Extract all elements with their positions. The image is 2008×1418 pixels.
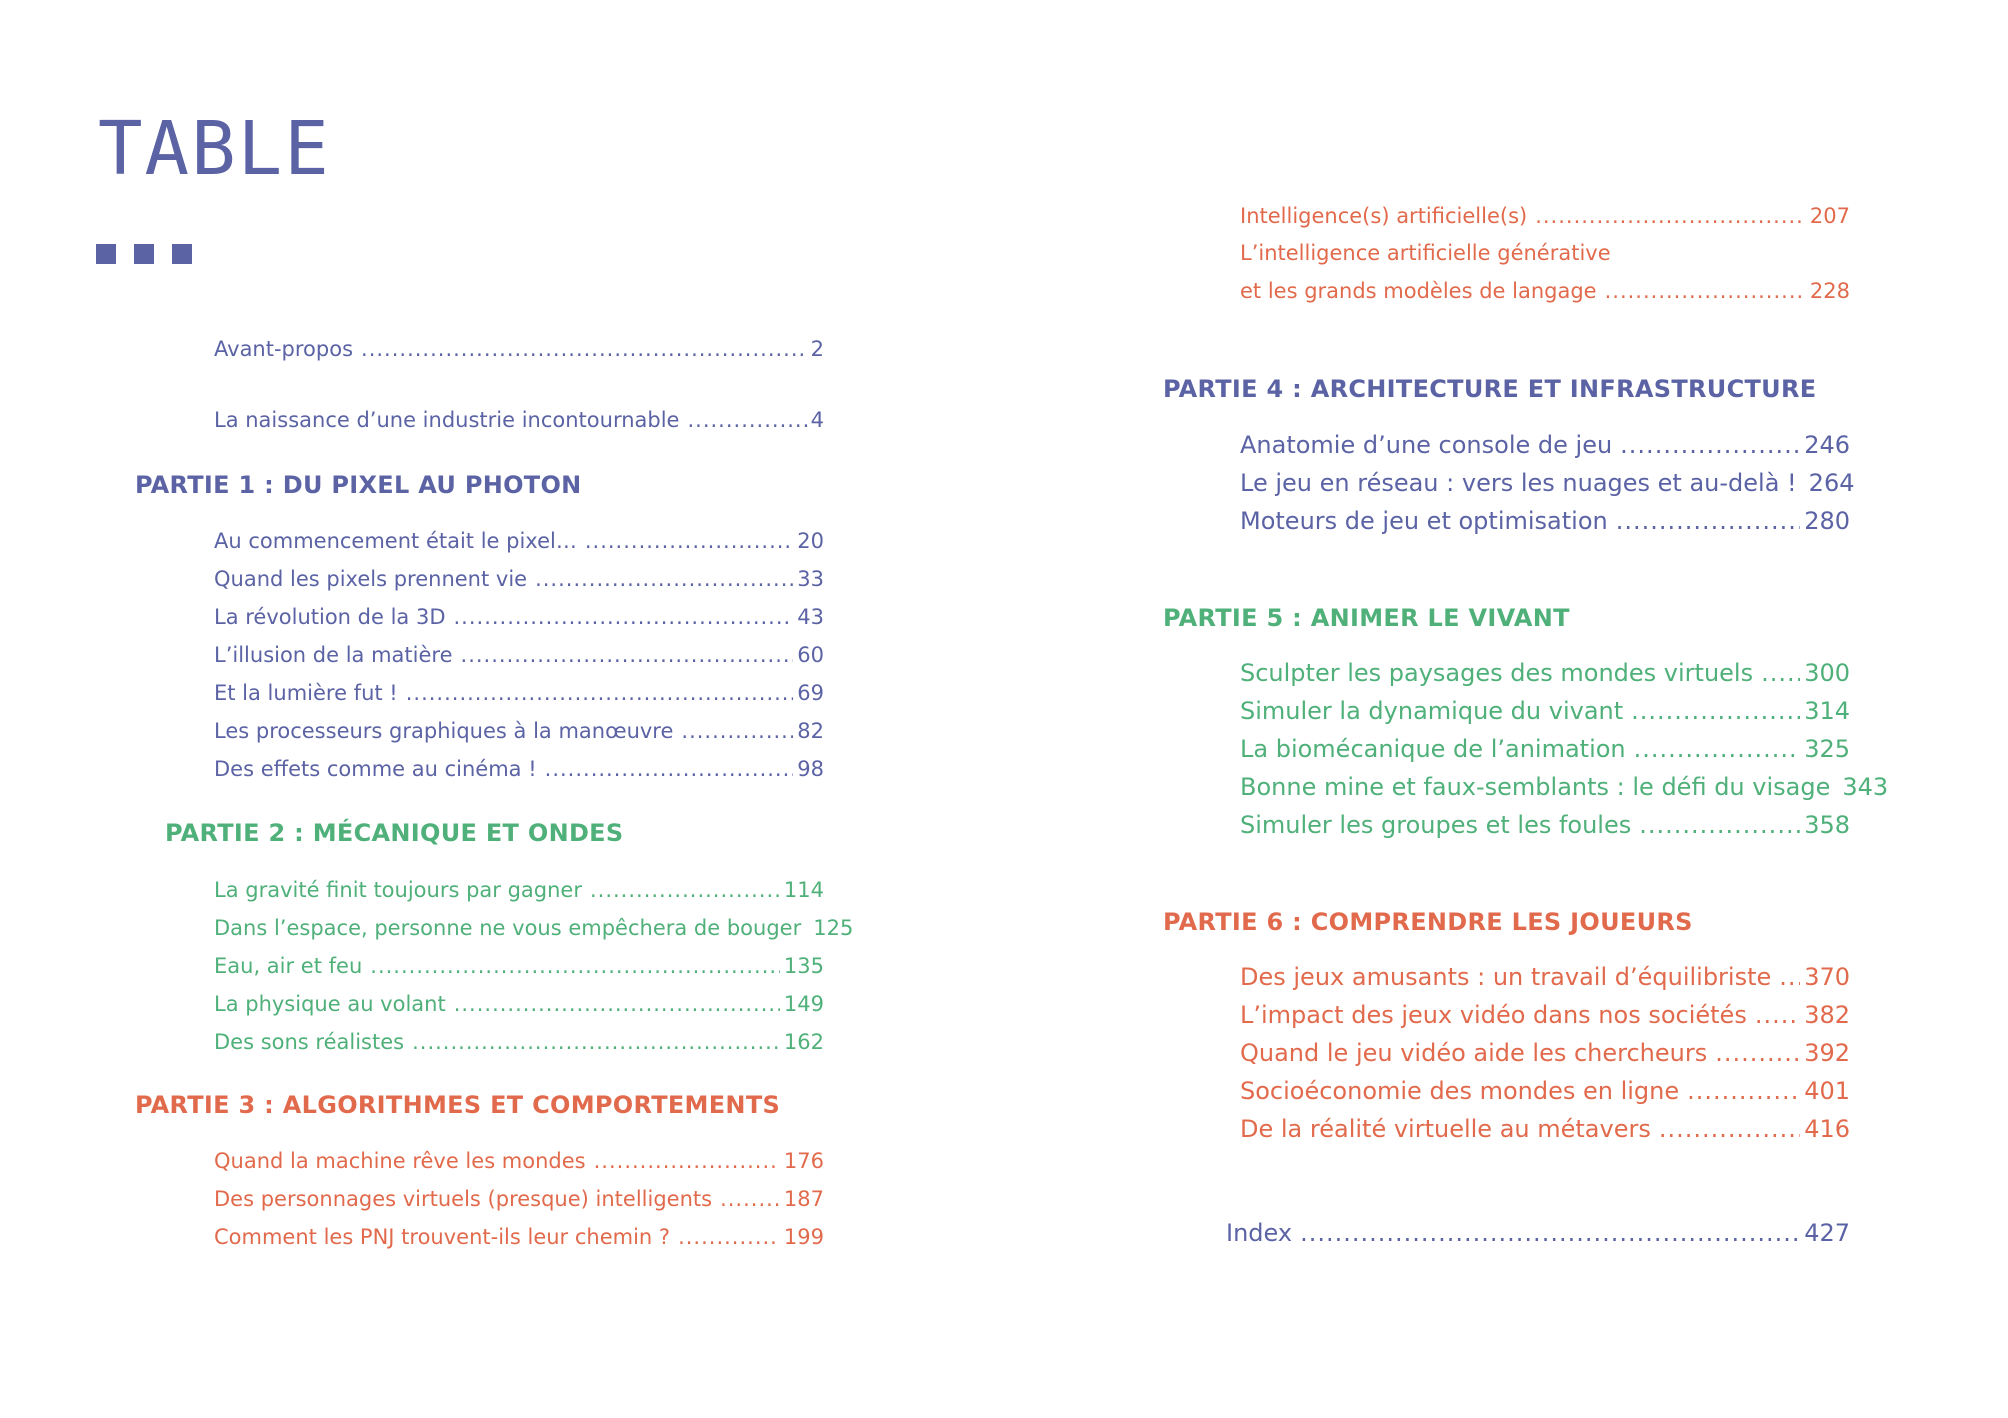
entry-label: et les grands modèles de langage	[1240, 279, 1597, 303]
entry-label: La physique au volant	[214, 992, 446, 1016]
page-number: 20	[797, 529, 824, 553]
page-number: 246	[1804, 431, 1850, 459]
entry-label: Intelligence(s) artificielle(s)	[1240, 204, 1528, 228]
dot-leader	[585, 531, 793, 552]
entry-label: Bonne mine et faux-semblants : le défi du visage	[1240, 773, 1831, 801]
page-number: 382	[1804, 1001, 1850, 1029]
entry-label: Quand les pixels prennent vie	[214, 567, 528, 591]
page-number: 280	[1804, 507, 1850, 535]
dot-leader	[370, 956, 780, 977]
toc-entry[interactable]	[1240, 469, 1855, 497]
toc-entry[interactable]	[214, 607, 824, 628]
toc-entry[interactable]	[1240, 1003, 1850, 1027]
page-number: 162	[783, 1030, 824, 1054]
page-number: 264	[1808, 469, 1855, 497]
toc-entry[interactable]	[214, 410, 824, 431]
page-number: 343	[1842, 773, 1889, 801]
entry-label: Simuler la dynamique du vivant	[1240, 697, 1624, 725]
toc-entry[interactable]	[1240, 281, 1850, 302]
page-number: 358	[1804, 811, 1850, 839]
part-heading: PARTIE 3 : ALGORITHMES ET COMPORTEMENTS	[135, 1091, 781, 1119]
dot-leader	[590, 880, 780, 901]
toc-entry[interactable]	[214, 339, 824, 360]
page-number: 60	[797, 643, 824, 667]
square-icon	[96, 244, 116, 264]
toc-entry-index[interactable]	[1226, 1221, 1850, 1245]
part-heading: PARTIE 6 : COMPRENDRE LES JOUEURS	[1163, 908, 1693, 936]
page-number: 314	[1804, 697, 1850, 725]
decorative-squares	[96, 244, 192, 264]
page-number: 207	[1809, 204, 1850, 228]
entry-label: La biomécanique de l’animation	[1240, 735, 1626, 763]
page-number: 33	[797, 567, 824, 591]
toc-entry[interactable]	[214, 1189, 824, 1210]
entry-label: Sculpter les paysages des mondes virtuels	[1240, 659, 1754, 687]
dot-leader	[545, 759, 794, 780]
dot-leader	[1535, 206, 1806, 227]
entry-label: Des sons réalistes	[214, 1030, 405, 1054]
dot-leader	[1779, 965, 1800, 989]
entry-label: De la réalité virtuelle au métavers	[1240, 1115, 1651, 1143]
toc-entry[interactable]	[1240, 1079, 1850, 1103]
toc-entry[interactable]	[214, 1151, 824, 1172]
entry-label: Les processeurs graphiques à la manœuvre	[214, 719, 674, 743]
entry-label: La révolution de la 3D	[214, 605, 446, 629]
entry-label: Dans l’espace, personne ne vous empêchera de bouger	[214, 916, 802, 940]
square-icon	[172, 244, 192, 264]
toc-entry[interactable]	[214, 531, 824, 552]
toc-entry[interactable]	[214, 1227, 824, 1248]
toc-entry[interactable]	[1240, 965, 1850, 989]
toc-entry[interactable]	[1240, 773, 1889, 801]
dot-leader	[1300, 1221, 1800, 1245]
dot-leader	[1605, 281, 1806, 302]
toc-entry[interactable]	[214, 759, 824, 780]
entry-label: Des personnages virtuels (presque) intelligents	[214, 1187, 713, 1211]
toc-entry[interactable]	[214, 880, 824, 901]
dot-leader	[1659, 1117, 1800, 1141]
dot-leader	[454, 994, 780, 1015]
entry-label: Au commencement était le pixel…	[214, 529, 577, 553]
toc-entry[interactable]	[1240, 737, 1850, 761]
dot-leader	[535, 569, 793, 590]
toc-entry[interactable]	[1240, 699, 1850, 723]
toc-entry[interactable]	[1240, 1117, 1850, 1141]
page-number: 43	[797, 605, 824, 629]
entry-label: Comment les PNJ trouvent-ils leur chemin ?	[214, 1225, 671, 1249]
page-title: TABLE	[98, 106, 331, 192]
dot-leader	[361, 339, 807, 360]
entry-label: Moteurs de jeu et optimisation	[1240, 507, 1608, 535]
entry-label: La naissance d’une industrie incontournable	[214, 408, 680, 432]
page-number: 416	[1804, 1115, 1850, 1143]
toc-entry[interactable]	[1240, 1041, 1850, 1065]
part-heading: PARTIE 2 : MÉCANIQUE ET ONDES	[165, 819, 624, 847]
toc-entry-line[interactable]: L’intelligence artificielle générative	[1240, 241, 1611, 265]
toc-entry[interactable]	[214, 916, 854, 940]
entry-label: Des effets comme au cinéma !	[214, 757, 537, 781]
page-number: 300	[1804, 659, 1850, 687]
toc-entry[interactable]	[214, 683, 824, 704]
part-heading: PARTIE 4 : ARCHITECTURE ET INFRASTRUCTURE	[1163, 375, 1817, 403]
dot-leader	[1620, 433, 1800, 457]
dot-leader	[1634, 737, 1801, 761]
entry-label: Index	[1226, 1219, 1293, 1247]
dot-leader	[1639, 813, 1800, 837]
toc-entry[interactable]	[1240, 206, 1850, 227]
page-number: 199	[783, 1225, 824, 1249]
entry-label: La gravité finit toujours par gagner	[214, 878, 582, 902]
entry-label: L’illusion de la matière	[214, 643, 453, 667]
entry-label: L’impact des jeux vidéo dans nos sociétés	[1240, 1001, 1747, 1029]
toc-entry[interactable]	[1240, 661, 1850, 685]
entry-label: Eau, air et feu	[214, 954, 363, 978]
dot-leader	[678, 1227, 780, 1248]
page-number: 69	[797, 681, 824, 705]
dot-leader	[1715, 1041, 1800, 1065]
page-number: 2	[810, 337, 824, 361]
toc-entry[interactable]	[214, 1032, 824, 1053]
dot-leader	[1687, 1079, 1800, 1103]
page-number: 114	[783, 878, 824, 902]
dot-leader	[412, 1032, 780, 1053]
toc-entry[interactable]	[214, 956, 824, 977]
entry-label: Quand le jeu vidéo aide les chercheurs	[1240, 1039, 1708, 1067]
entry-label: Simuler les groupes et les foules	[1240, 811, 1632, 839]
dot-leader	[681, 721, 793, 742]
page-number: 149	[783, 992, 824, 1016]
dot-leader	[1616, 509, 1800, 533]
toc-entry[interactable]	[1240, 433, 1850, 457]
square-icon	[134, 244, 154, 264]
dot-leader	[594, 1151, 780, 1172]
page-number: 401	[1804, 1077, 1850, 1105]
entry-label: Socioéconomie des mondes en ligne	[1240, 1077, 1680, 1105]
toc-entry[interactable]	[214, 994, 824, 1015]
toc-entry[interactable]	[214, 645, 824, 666]
part-heading: PARTIE 5 : ANIMER LE VIVANT	[1163, 604, 1570, 632]
dot-leader	[720, 1189, 780, 1210]
dot-leader	[1761, 661, 1800, 685]
page-number: 176	[783, 1149, 824, 1173]
entry-label: Des jeux amusants : un travail d’équilibriste	[1240, 963, 1772, 991]
entry-label: Le jeu en réseau : vers les nuages et au-delà !	[1240, 469, 1797, 497]
dot-leader	[461, 645, 794, 666]
page-number: 135	[783, 954, 824, 978]
dot-leader	[1755, 1003, 1800, 1027]
dot-leader	[1631, 699, 1800, 723]
toc-entry[interactable]	[214, 569, 824, 590]
page-number: 98	[797, 757, 824, 781]
page-number: 427	[1804, 1219, 1850, 1247]
part-heading: PARTIE 1 : DU PIXEL AU PHOTON	[135, 471, 582, 499]
entry-label: Quand la machine rêve les mondes	[214, 1149, 586, 1173]
dot-leader	[454, 607, 794, 628]
page-number: 187	[783, 1187, 824, 1211]
page-number: 325	[1804, 735, 1850, 763]
page-number: 370	[1804, 963, 1850, 991]
page-number: 4	[810, 408, 824, 432]
entry-label: Anatomie d’une console de jeu	[1240, 431, 1613, 459]
entry-label: Et la lumière fut !	[214, 681, 398, 705]
toc-entry[interactable]	[1240, 509, 1850, 533]
page-number: 125	[813, 916, 854, 940]
toc-entry[interactable]	[214, 721, 824, 742]
entry-label: Avant-propos	[214, 337, 354, 361]
dot-leader	[406, 683, 794, 704]
dot-leader	[687, 410, 806, 431]
toc-entry[interactable]	[1240, 813, 1850, 837]
page-number: 82	[797, 719, 824, 743]
page-number: 392	[1804, 1039, 1850, 1067]
page-number: 228	[1809, 279, 1850, 303]
